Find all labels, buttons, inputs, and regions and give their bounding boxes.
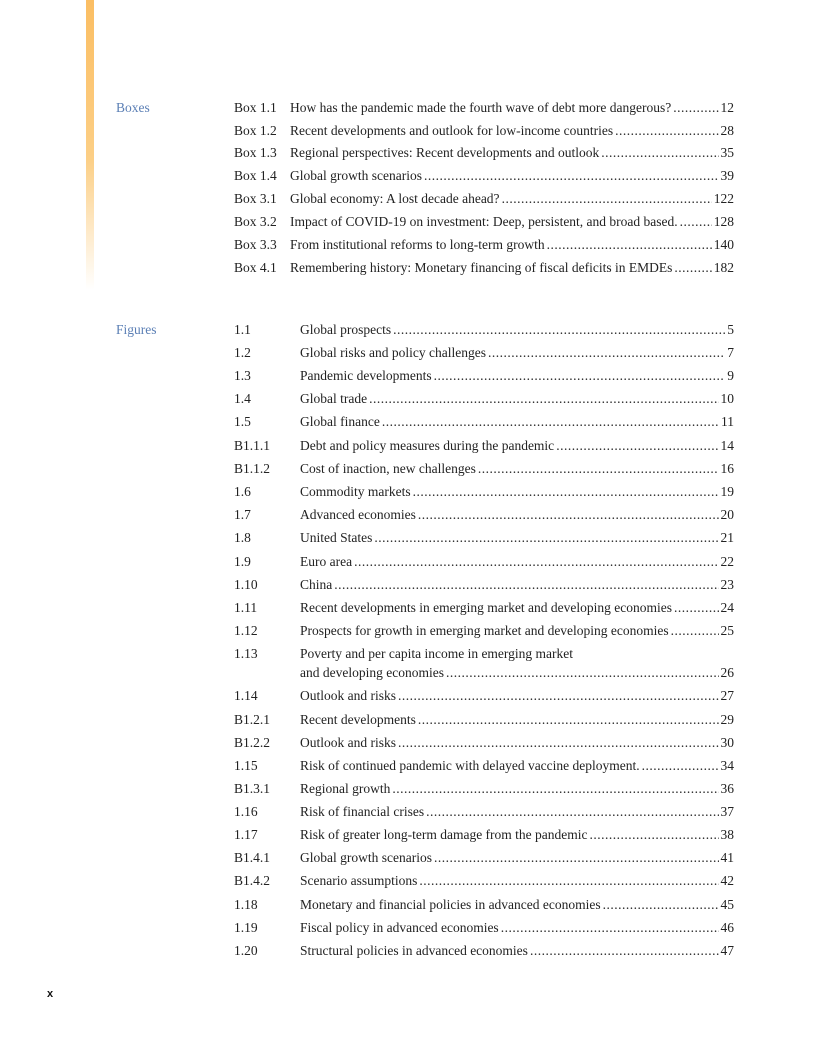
entry-page: 26 — [720, 665, 734, 680]
entry-title: From institutional reforms to long-term growth — [290, 237, 545, 252]
box-entry[interactable] — [234, 237, 734, 253]
box-entry[interactable] — [234, 168, 734, 184]
entry-page: 41 — [720, 850, 734, 865]
entry-title: Fiscal policy in advanced economies — [300, 920, 499, 935]
dot-leader — [424, 168, 719, 184]
entry-number: 1.19 — [234, 920, 258, 935]
entry-page: 24 — [720, 600, 734, 615]
entry-number: 1.15 — [234, 758, 258, 773]
figure-entry[interactable] — [234, 712, 734, 728]
entry-page: 23 — [720, 577, 734, 592]
entry-page: 45 — [720, 897, 734, 912]
dot-leader — [392, 781, 718, 797]
entry-page: 140 — [713, 237, 734, 252]
entry-title: Debt and policy measures during the pandemic — [300, 438, 555, 453]
page-number: x — [47, 988, 54, 1000]
figure-entry[interactable] — [234, 920, 734, 936]
entry-title: Poverty and per capita income in emerging market — [300, 646, 574, 661]
dot-leader — [502, 191, 712, 207]
entry-page: 34 — [720, 758, 734, 773]
dot-leader — [603, 897, 719, 913]
entry-number: 1.7 — [234, 507, 251, 522]
entry-title: Advanced economies — [300, 507, 416, 522]
dot-leader — [478, 461, 719, 477]
figure-entry[interactable] — [234, 804, 734, 820]
entry-page: 10 — [720, 391, 734, 406]
entry-number: Box 1.1 — [234, 100, 277, 115]
figure-entry[interactable] — [234, 345, 734, 361]
dot-leader — [418, 507, 719, 523]
entry-title: Euro area — [300, 554, 353, 569]
entry-number: B1.4.1 — [234, 850, 271, 865]
entry-title: Regional growth — [300, 781, 391, 796]
entry-page: 25 — [720, 623, 734, 638]
entry-title: Risk of continued pandemic with delayed vaccine deployment. — [300, 758, 640, 773]
entry-page: 27 — [720, 688, 734, 703]
dot-leader — [674, 600, 718, 616]
entry-number: 1.6 — [234, 484, 251, 499]
entry-title: How has the pandemic made the fourth wave of debt more dangerous? — [290, 100, 672, 115]
entry-page: 122 — [713, 191, 734, 206]
figure-entry[interactable] — [234, 554, 734, 570]
entry-title: Outlook and risks — [300, 735, 396, 750]
entry-title: Global growth scenarios — [290, 168, 422, 183]
accent-bar — [86, 0, 94, 290]
figure-entry[interactable] — [234, 391, 734, 407]
dot-leader — [601, 145, 718, 161]
entry-number: 1.20 — [234, 943, 258, 958]
entry-page: 21 — [720, 530, 734, 545]
entry-number: 1.17 — [234, 827, 258, 842]
entry-number: B1.1.1 — [234, 438, 271, 453]
figure-entry[interactable] — [234, 623, 734, 639]
entry-title: Global trade — [300, 391, 368, 406]
entry-number: 1.13 — [234, 646, 258, 661]
entry-title: United States — [300, 530, 373, 545]
entry-page: 47 — [720, 943, 734, 958]
figure-entry[interactable] — [234, 850, 734, 866]
entry-title: Pandemic developments — [300, 368, 432, 383]
entry-page: 46 — [720, 920, 734, 935]
entry-page: 22 — [720, 554, 734, 569]
entry-title: China — [300, 577, 333, 592]
dot-leader — [642, 758, 719, 774]
entry-page: 19 — [720, 484, 734, 499]
dot-leader — [382, 414, 719, 430]
figure-entry[interactable] — [234, 530, 734, 546]
entry-number: 1.1 — [234, 322, 251, 337]
entry-number: Box 1.2 — [234, 123, 277, 138]
entry-page: 9 — [727, 368, 734, 383]
entry-number: B1.3.1 — [234, 781, 271, 796]
entry-number: Box 1.4 — [234, 168, 277, 183]
entry-title: Recent developments — [300, 712, 416, 727]
dot-leader — [419, 873, 718, 889]
dot-leader — [413, 484, 719, 500]
entry-title: Monetary and financial policies in advanced economies — [300, 897, 601, 912]
entry-title: Global prospects — [300, 322, 392, 337]
entry-title: Risk of greater long-term damage from the pandemic — [300, 827, 588, 842]
entry-title: Global economy: A lost decade ahead? — [290, 191, 500, 206]
entry-title: Cost of inaction, new challenges — [300, 461, 476, 476]
entry-number: Box 3.1 — [234, 191, 277, 206]
entry-page: 14 — [720, 438, 734, 453]
box-entry[interactable] — [234, 145, 734, 161]
figure-entry[interactable] — [234, 461, 734, 477]
entry-title: Global finance — [300, 414, 380, 429]
dot-leader — [673, 100, 718, 116]
entry-number: 1.16 — [234, 804, 258, 819]
entry-page: 38 — [720, 827, 734, 842]
dot-leader — [426, 804, 718, 820]
dot-leader — [374, 530, 718, 546]
figures-section-label: Figures — [116, 322, 157, 337]
entry-number: 1.10 — [234, 577, 258, 592]
entry-page: 30 — [720, 735, 734, 750]
dot-leader — [615, 123, 718, 139]
dot-leader — [434, 368, 726, 384]
figure-entry[interactable] — [234, 322, 734, 338]
entry-page: 42 — [720, 873, 734, 888]
box-entry[interactable] — [234, 260, 734, 276]
dot-leader — [674, 260, 711, 276]
entry-number: 1.9 — [234, 554, 251, 569]
entry-page: 128 — [713, 214, 734, 229]
entry-number: 1.4 — [234, 391, 251, 406]
figure-entry[interactable] — [234, 873, 734, 889]
entry-title: Global risks and policy challenges — [300, 345, 486, 360]
entry-page: 28 — [720, 123, 734, 138]
entry-number: Box 3.3 — [234, 237, 277, 252]
entry-number: B1.4.2 — [234, 873, 271, 888]
entry-number: 1.12 — [234, 623, 258, 638]
box-entry[interactable] — [234, 123, 734, 139]
entry-title: Global growth scenarios — [300, 850, 432, 865]
figure-entry[interactable] — [234, 438, 734, 454]
dot-leader — [418, 712, 719, 728]
figure-entry[interactable] — [234, 827, 734, 843]
entry-page: 16 — [720, 461, 734, 476]
entry-page: 5 — [727, 322, 734, 337]
figure-entry[interactable] — [234, 758, 734, 774]
entry-title: Recent developments in emerging market and developing economies — [300, 600, 673, 615]
entry-number: 1.3 — [234, 368, 251, 383]
figure-entry[interactable] — [234, 414, 734, 430]
entry-page: 7 — [727, 345, 734, 360]
figure-entry[interactable] — [234, 646, 734, 681]
entry-title: Regional perspectives: Recent developments and outlook — [290, 145, 600, 160]
figure-entry[interactable] — [234, 577, 734, 593]
entry-page: 11 — [721, 414, 734, 429]
entry-page: 29 — [720, 712, 734, 727]
figure-entry[interactable] — [234, 735, 734, 751]
figure-entry[interactable] — [234, 781, 734, 797]
entry-page: 39 — [720, 168, 734, 183]
entry-page: 182 — [713, 260, 734, 275]
entry-page: 37 — [720, 804, 734, 819]
entry-number: B1.1.2 — [234, 461, 271, 476]
entry-number: B1.2.2 — [234, 735, 271, 750]
figure-entry[interactable] — [234, 600, 734, 616]
dot-leader — [530, 943, 719, 959]
entry-number: 1.18 — [234, 897, 258, 912]
entry-title: Structural policies in advanced economies — [300, 943, 528, 958]
entry-number: 1.2 — [234, 345, 251, 360]
dot-leader — [671, 623, 719, 639]
entry-number: Box 1.3 — [234, 145, 277, 160]
figure-entry[interactable] — [234, 688, 734, 704]
entry-number: 1.11 — [234, 600, 258, 615]
dot-leader — [547, 237, 712, 253]
figure-entry[interactable] — [234, 897, 734, 913]
entry-title: Impact of COVID-19 on investment: Deep, persistent, and broad based. — [290, 214, 678, 229]
box-entry[interactable] — [234, 191, 734, 207]
dot-leader — [501, 920, 719, 936]
entry-number: Box 4.1 — [234, 260, 277, 275]
entry-title: Prospects for growth in emerging market and developing economies — [300, 623, 669, 638]
entry-number: 1.5 — [234, 414, 251, 429]
entry-number: Box 3.2 — [234, 214, 277, 229]
dot-leader — [680, 214, 712, 230]
dot-leader — [556, 438, 718, 454]
box-entry[interactable] — [234, 100, 734, 116]
dot-leader — [590, 827, 719, 843]
boxes-section-label: Boxes — [116, 100, 150, 115]
entry-page: 20 — [720, 507, 734, 522]
entry-page: 35 — [720, 145, 734, 160]
dot-leader — [354, 554, 718, 570]
entry-title: Remembering history: Monetary financing of fiscal deficits in EMDEs — [290, 260, 673, 275]
entry-title: Scenario assumptions — [300, 873, 418, 888]
dot-leader — [446, 665, 719, 681]
entry-title: Outlook and risks — [300, 688, 396, 703]
entry-page: 36 — [720, 781, 734, 796]
dot-leader — [434, 850, 719, 866]
dot-leader — [488, 345, 725, 361]
box-entry[interactable] — [234, 214, 734, 230]
entry-page: 12 — [720, 100, 734, 115]
entry-number: 1.8 — [234, 530, 251, 545]
entry-title-continued: and developing economies — [300, 665, 444, 680]
figure-entry[interactable] — [234, 368, 734, 384]
dot-leader — [369, 391, 718, 407]
dot-leader — [398, 735, 719, 751]
entry-number: 1.14 — [234, 688, 258, 703]
entry-number: B1.2.1 — [234, 712, 271, 727]
entry-title: Risk of financial crises — [300, 804, 425, 819]
dot-leader — [398, 688, 719, 704]
figure-entry[interactable] — [234, 484, 734, 500]
figure-entry[interactable] — [234, 507, 734, 523]
dot-leader — [334, 577, 718, 593]
entry-title: Commodity markets — [300, 484, 411, 499]
dot-leader — [393, 322, 725, 338]
figure-entry[interactable] — [234, 943, 734, 959]
entry-title: Recent developments and outlook for low-income countries — [290, 123, 614, 138]
